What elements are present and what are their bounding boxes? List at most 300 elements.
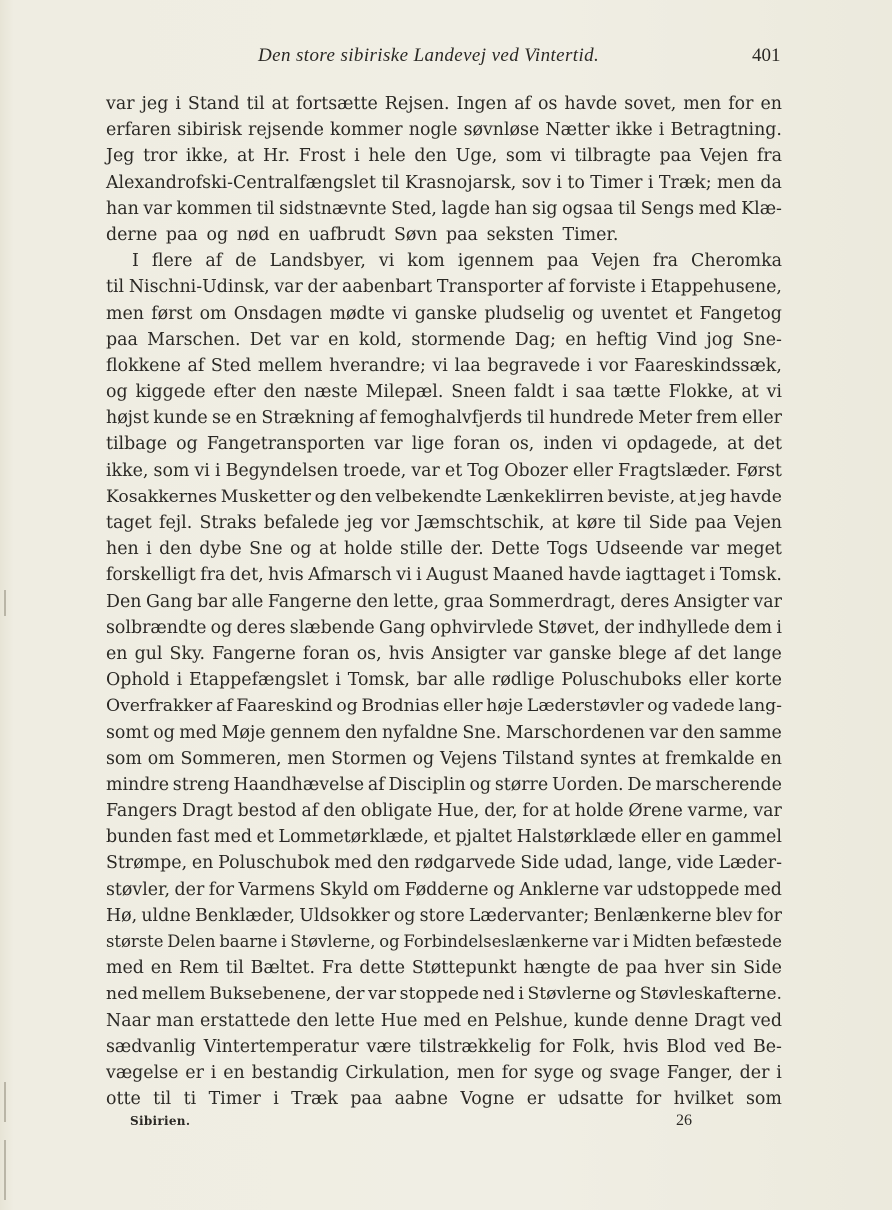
- text-word: Forbindelseslænkerne: [403, 932, 589, 951]
- text-word: og: [469, 774, 492, 795]
- text-word: den: [296, 1010, 329, 1031]
- text-word: som: [745, 1089, 782, 1110]
- text-word: af: [187, 355, 205, 376]
- text-word: en: [150, 958, 173, 979]
- text-word: vi: [396, 565, 412, 586]
- text-word: baarne: [219, 932, 278, 951]
- page-footer: [0, 1112, 892, 1136]
- text-line: [106, 798, 782, 824]
- text-word: Fangers: [106, 801, 178, 822]
- text-word: hele: [368, 146, 406, 167]
- text-word: paa: [625, 958, 658, 979]
- text-word: af: [205, 251, 223, 272]
- text-word: Bæltet.: [250, 958, 316, 979]
- text-word: sig: [531, 198, 558, 219]
- text-word: svage: [609, 1062, 661, 1083]
- text-word: Marschordenen: [505, 722, 645, 743]
- text-word: dem: [734, 617, 773, 638]
- text-word: eller: [741, 408, 782, 429]
- text-word: Side: [520, 853, 560, 874]
- text-word: var: [367, 984, 397, 1005]
- text-word: Overfrakker: [106, 696, 213, 717]
- text-word: paa: [659, 146, 692, 167]
- text-word: Marschen.: [147, 329, 241, 350]
- text-line: [106, 431, 782, 457]
- text-word: velbekendte: [375, 486, 482, 507]
- text-word: af: [547, 277, 565, 298]
- text-word: sin: [710, 958, 737, 979]
- text-word: Sted,: [391, 198, 437, 219]
- text-word: og: [580, 1062, 603, 1083]
- text-word: indhyllede: [638, 617, 730, 638]
- text-word: en: [760, 748, 782, 769]
- text-word: lette,: [393, 591, 439, 612]
- text-word: den: [263, 382, 297, 403]
- text-line: [106, 667, 782, 693]
- text-word: flere: [151, 251, 193, 272]
- text-line: [106, 1060, 782, 1086]
- text-word: større: [494, 774, 549, 795]
- text-word: hver: [664, 958, 704, 979]
- text-word: ned: [106, 984, 139, 1005]
- text-word: i: [273, 1089, 279, 1110]
- text-word: højst: [106, 408, 149, 429]
- text-word: Transporter: [436, 277, 543, 298]
- text-line: [106, 850, 782, 876]
- text-word: og: [647, 696, 669, 717]
- text-word: Fangerne: [267, 591, 352, 612]
- text-word: i: [709, 565, 716, 586]
- text-word: lange: [733, 643, 782, 664]
- text-word: den: [682, 722, 715, 743]
- text-word: Rem: [178, 958, 219, 979]
- text-word: Delen: [167, 932, 216, 951]
- text-line: [106, 458, 782, 484]
- text-word: var: [753, 591, 782, 612]
- text-word: Disciplin: [388, 774, 466, 795]
- text-word: at: [236, 146, 255, 167]
- text-word: derne: [106, 224, 158, 245]
- text-word: Sne-: [742, 329, 782, 350]
- text-word: Ophold: [106, 670, 170, 691]
- text-word: Obozer: [504, 460, 568, 481]
- text-word: Vejen: [733, 513, 782, 533]
- text-word: med: [214, 827, 252, 848]
- text-word: der.: [450, 539, 484, 560]
- text-word: faldt: [513, 382, 555, 403]
- text-word: Vejen: [591, 251, 640, 272]
- text-word: til: [246, 94, 265, 114]
- text-word: hverandre;: [329, 355, 426, 376]
- text-word: somt: [106, 722, 149, 743]
- text-word: laa: [454, 355, 481, 376]
- text-word: ved: [750, 1010, 782, 1031]
- text-word: der: [604, 617, 634, 638]
- text-word: og: [336, 696, 358, 717]
- text-word: Stand: [187, 94, 240, 114]
- text-word: ikke,: [185, 146, 229, 167]
- text-word: Pelshue,: [494, 1010, 569, 1031]
- text-word: Fragtslæder.: [617, 460, 732, 481]
- text-word: af: [215, 696, 233, 717]
- text-word: graa: [443, 591, 484, 612]
- text-line: [106, 981, 782, 1007]
- text-word: en: [466, 1010, 489, 1031]
- text-line: [106, 379, 782, 405]
- text-line: [106, 484, 782, 510]
- text-word: Hue,: [437, 801, 480, 822]
- text-word: hvis: [388, 643, 425, 664]
- text-word: Straks: [199, 513, 257, 533]
- text-word: og: [106, 382, 128, 403]
- text-word: Betragtning.: [670, 120, 782, 141]
- text-word: vi: [194, 460, 210, 481]
- text-word: De: [627, 774, 652, 795]
- text-word: Hue: [380, 1010, 418, 1031]
- text-word: Lænkeklirren: [485, 486, 604, 507]
- text-word: og: [393, 905, 416, 926]
- text-word: igennem: [457, 251, 534, 272]
- text-word: tilbage: [106, 434, 168, 455]
- text-line: [106, 510, 782, 536]
- text-word: støvler,: [106, 879, 170, 900]
- text-word: Lommetørklæde,: [278, 827, 429, 848]
- text-word: udad,: [563, 853, 614, 874]
- text-word: den: [414, 146, 447, 167]
- text-word: og: [314, 486, 336, 507]
- text-word: sov: [521, 172, 551, 193]
- text-word: Kosakkernes: [106, 486, 218, 507]
- text-word: den: [376, 853, 410, 874]
- text-word: af: [514, 94, 531, 114]
- text-word: rødgarvede: [414, 853, 516, 874]
- text-word: i: [214, 460, 221, 481]
- text-word: alle: [453, 670, 486, 691]
- text-word: i: [647, 172, 654, 193]
- text-word: fremkalde: [665, 748, 755, 769]
- text-word: eller: [640, 827, 681, 848]
- text-word: heftig: [596, 329, 648, 350]
- text-word: jeg: [141, 94, 169, 114]
- text-word: Anklerne: [519, 879, 600, 900]
- text-line: [106, 641, 782, 667]
- text-word: Søvn: [393, 224, 438, 245]
- text-word: bestandig: [251, 1062, 339, 1083]
- text-word: i: [556, 172, 562, 193]
- text-word: Jeg: [106, 146, 135, 167]
- text-word: Uge,: [455, 146, 498, 167]
- text-word: Støvlerne: [527, 984, 612, 1005]
- text-word: men: [456, 1062, 495, 1083]
- text-word: vi: [378, 251, 395, 272]
- text-word: inden: [543, 434, 593, 455]
- text-line: [106, 248, 782, 274]
- text-word: erfaren: [106, 120, 172, 141]
- text-word: uafbrudt: [308, 224, 386, 245]
- text-word: i: [281, 932, 287, 951]
- text-word: den: [159, 539, 192, 560]
- text-line: [106, 353, 782, 379]
- text-word: lette: [334, 1010, 375, 1031]
- text-word: ophvirvlede: [429, 617, 534, 638]
- text-word: frem: [696, 408, 738, 429]
- text-word: Cheromka: [691, 251, 782, 272]
- text-word: Fra: [321, 958, 353, 979]
- text-word: men: [683, 94, 722, 114]
- text-word: Be-: [752, 1036, 782, 1057]
- text-word: Etappefængslet: [188, 670, 329, 691]
- text-word: holde: [343, 539, 393, 560]
- text-word: og: [493, 879, 515, 900]
- text-word: Halstørklæde: [516, 827, 637, 848]
- text-word: dette: [359, 958, 406, 979]
- text-word: Meter: [638, 408, 692, 429]
- text-word: i: [586, 355, 593, 376]
- text-word: Timer: [208, 1089, 261, 1110]
- text-word: Midten: [632, 932, 692, 951]
- text-word: for: [522, 801, 548, 822]
- text-word: Tomsk.: [719, 565, 782, 586]
- text-word: om: [147, 748, 175, 769]
- text-word: holde: [574, 801, 624, 822]
- text-word: Rejsen.: [384, 94, 450, 114]
- text-word: en: [106, 643, 128, 664]
- text-word: os,: [356, 643, 382, 664]
- text-word: hvis: [623, 1036, 659, 1057]
- text-word: hundrede: [549, 408, 634, 429]
- text-word: det,: [229, 565, 264, 586]
- text-word: Dragt: [182, 801, 233, 822]
- text-word: Blod: [666, 1036, 707, 1057]
- text-word: iagttaget: [625, 565, 706, 586]
- sheet-number: 26: [676, 1112, 692, 1129]
- text-word: kunde: [153, 408, 208, 429]
- text-word: i: [335, 670, 341, 691]
- text-word: os: [538, 94, 558, 114]
- text-word: Skyld: [319, 879, 369, 900]
- text-word: den: [356, 591, 389, 612]
- text-word: Milepæl.: [365, 382, 444, 403]
- text-word: at: [552, 801, 570, 822]
- text-word: det: [697, 643, 727, 664]
- text-word: I: [132, 251, 139, 272]
- text-word: store: [419, 905, 465, 926]
- text-word: en: [278, 224, 300, 245]
- text-word: hængte: [523, 958, 591, 979]
- text-word: aabenbart: [341, 277, 433, 298]
- text-word: Fangetog: [699, 303, 782, 324]
- text-word: dybe: [199, 539, 242, 560]
- text-word: Landsbyer,: [269, 251, 366, 272]
- text-word: være: [366, 1036, 412, 1057]
- text-word: til: [381, 172, 400, 193]
- running-title: Den store sibiriske Landevej ved Vintertid.: [258, 45, 600, 66]
- text-word: nyfaldne: [381, 722, 458, 743]
- text-word: og: [206, 224, 229, 245]
- page-edge-mark: [4, 1140, 6, 1200]
- text-word: pjaltet: [455, 827, 513, 848]
- text-word: med: [179, 722, 218, 743]
- text-line: [106, 1008, 782, 1034]
- text-word: Nætter: [545, 120, 610, 141]
- text-word: Uorden.: [551, 774, 624, 795]
- text-word: Vejen: [700, 146, 749, 167]
- text-word: Sky.: [169, 643, 206, 664]
- text-word: Faareskind: [236, 696, 333, 717]
- text-word: tilbragte: [574, 146, 651, 167]
- text-word: Frost: [298, 146, 346, 167]
- text-word: for: [501, 1062, 527, 1083]
- text-word: om: [199, 303, 227, 324]
- text-word: vi: [601, 434, 618, 455]
- text-word: af: [367, 774, 385, 795]
- text-word: og: [572, 303, 594, 324]
- text-word: og: [412, 748, 435, 769]
- text-word: pludselig: [484, 303, 565, 324]
- text-word: kom: [407, 251, 445, 272]
- text-word: Tilstand: [502, 748, 575, 769]
- text-word: de: [235, 251, 257, 272]
- text-word: høje: [486, 696, 524, 717]
- text-word: mødte: [329, 303, 385, 324]
- text-word: Støvet,: [537, 617, 600, 638]
- text-word: var: [411, 460, 440, 481]
- text-word: sædvanlig: [106, 1036, 197, 1057]
- text-word: og: [210, 617, 233, 638]
- text-word: fejl.: [159, 513, 193, 533]
- text-word: Togs: [547, 539, 588, 560]
- text-word: Støttepunkt: [411, 958, 517, 979]
- text-word: i: [562, 382, 568, 403]
- text-word: Sommerdragt,: [488, 591, 616, 612]
- text-word: sibirisk: [177, 120, 242, 141]
- text-word: hvilket: [673, 1089, 734, 1110]
- text-word: varme,: [687, 801, 749, 822]
- text-word: paa: [546, 251, 579, 272]
- text-word: Side: [743, 958, 782, 979]
- text-line: [106, 222, 782, 248]
- text-word: Timer: [590, 172, 643, 193]
- text-word: at: [271, 94, 289, 114]
- text-word: udsatte: [557, 1089, 624, 1110]
- text-word: Hø,: [106, 905, 138, 926]
- text-word: paa: [165, 224, 198, 245]
- text-word: Buksebenene,: [209, 984, 332, 1005]
- text-word: en: [685, 827, 707, 848]
- text-word: men: [287, 748, 326, 769]
- text-line: [106, 405, 782, 431]
- text-word: mindre: [106, 774, 169, 795]
- page-number: 401: [752, 45, 781, 66]
- text-word: saa: [575, 382, 606, 403]
- text-word: tætte: [613, 382, 661, 403]
- text-word: August: [426, 565, 489, 586]
- text-word: alle: [231, 591, 264, 612]
- text-word: Benlænkerne: [593, 905, 712, 926]
- text-word: der: [174, 879, 205, 900]
- text-word: i: [175, 94, 181, 114]
- text-word: Ansigter: [673, 591, 749, 612]
- text-word: Fangerne: [212, 643, 296, 664]
- text-word: blev: [715, 905, 753, 926]
- text-word: var: [690, 539, 720, 560]
- text-word: Vind: [656, 329, 698, 350]
- text-word: som: [106, 748, 142, 769]
- text-word: jog: [706, 329, 734, 350]
- text-word: som: [505, 146, 542, 167]
- text-word: hen: [106, 539, 139, 560]
- text-word: vægelse: [106, 1062, 179, 1083]
- text-word: køre: [576, 513, 617, 533]
- text-line: [106, 1034, 782, 1060]
- text-word: en: [235, 408, 258, 429]
- text-word: otte: [106, 1089, 141, 1110]
- text-line: [106, 693, 782, 719]
- text-line: [106, 274, 782, 300]
- text-word: havde: [729, 486, 782, 507]
- text-word: foran: [453, 434, 501, 455]
- text-word: var: [274, 277, 303, 298]
- text-line: [106, 929, 782, 955]
- text-line: [106, 536, 782, 562]
- text-line: [106, 772, 782, 798]
- text-word: streng: [172, 774, 230, 795]
- text-word: jeg: [699, 486, 727, 507]
- text-word: for: [756, 905, 782, 926]
- text-line: [106, 91, 782, 117]
- text-word: Støvlerne,: [290, 932, 376, 951]
- text-word: Sengs: [640, 198, 695, 219]
- text-word: Musketter: [220, 486, 311, 507]
- text-word: i: [623, 932, 629, 951]
- text-word: Ørene: [628, 801, 683, 822]
- text-word: opdagede,: [626, 434, 718, 455]
- text-word: Vintertemperatur: [203, 1036, 359, 1057]
- text-line: [106, 720, 782, 746]
- text-word: se: [211, 408, 232, 429]
- text-word: rødlige: [492, 670, 555, 691]
- text-word: ved: [713, 1036, 746, 1057]
- text-word: mellem: [257, 355, 323, 376]
- text-word: Dragt: [694, 1010, 745, 1031]
- text-word: flokkene: [106, 355, 181, 376]
- text-word: deres: [236, 617, 286, 638]
- text-word: Fanger,: [666, 1062, 733, 1083]
- text-word: kold,: [358, 329, 403, 350]
- text-word: kommen: [176, 198, 252, 219]
- text-word: samme: [719, 722, 782, 743]
- text-word: paa: [350, 1089, 383, 1110]
- text-word: er: [526, 1089, 546, 1110]
- text-word: til: [106, 277, 125, 298]
- text-word: og: [153, 722, 175, 743]
- text-word: vi: [392, 303, 408, 324]
- text-word: kiggede: [135, 382, 206, 403]
- text-word: og: [289, 539, 312, 560]
- text-word: Udseende: [595, 539, 684, 560]
- text-line: [106, 877, 782, 903]
- text-word: Dag;: [514, 329, 557, 350]
- text-word: Varmens: [238, 879, 316, 900]
- page-edge-mark: [4, 590, 6, 616]
- text-word: tror: [143, 146, 178, 167]
- text-word: vide: [676, 853, 714, 874]
- text-word: som: [153, 460, 190, 481]
- text-word: næste: [303, 382, 358, 403]
- text-word: den: [339, 486, 372, 507]
- text-word: seksten: [486, 224, 554, 245]
- text-word: i: [640, 277, 646, 298]
